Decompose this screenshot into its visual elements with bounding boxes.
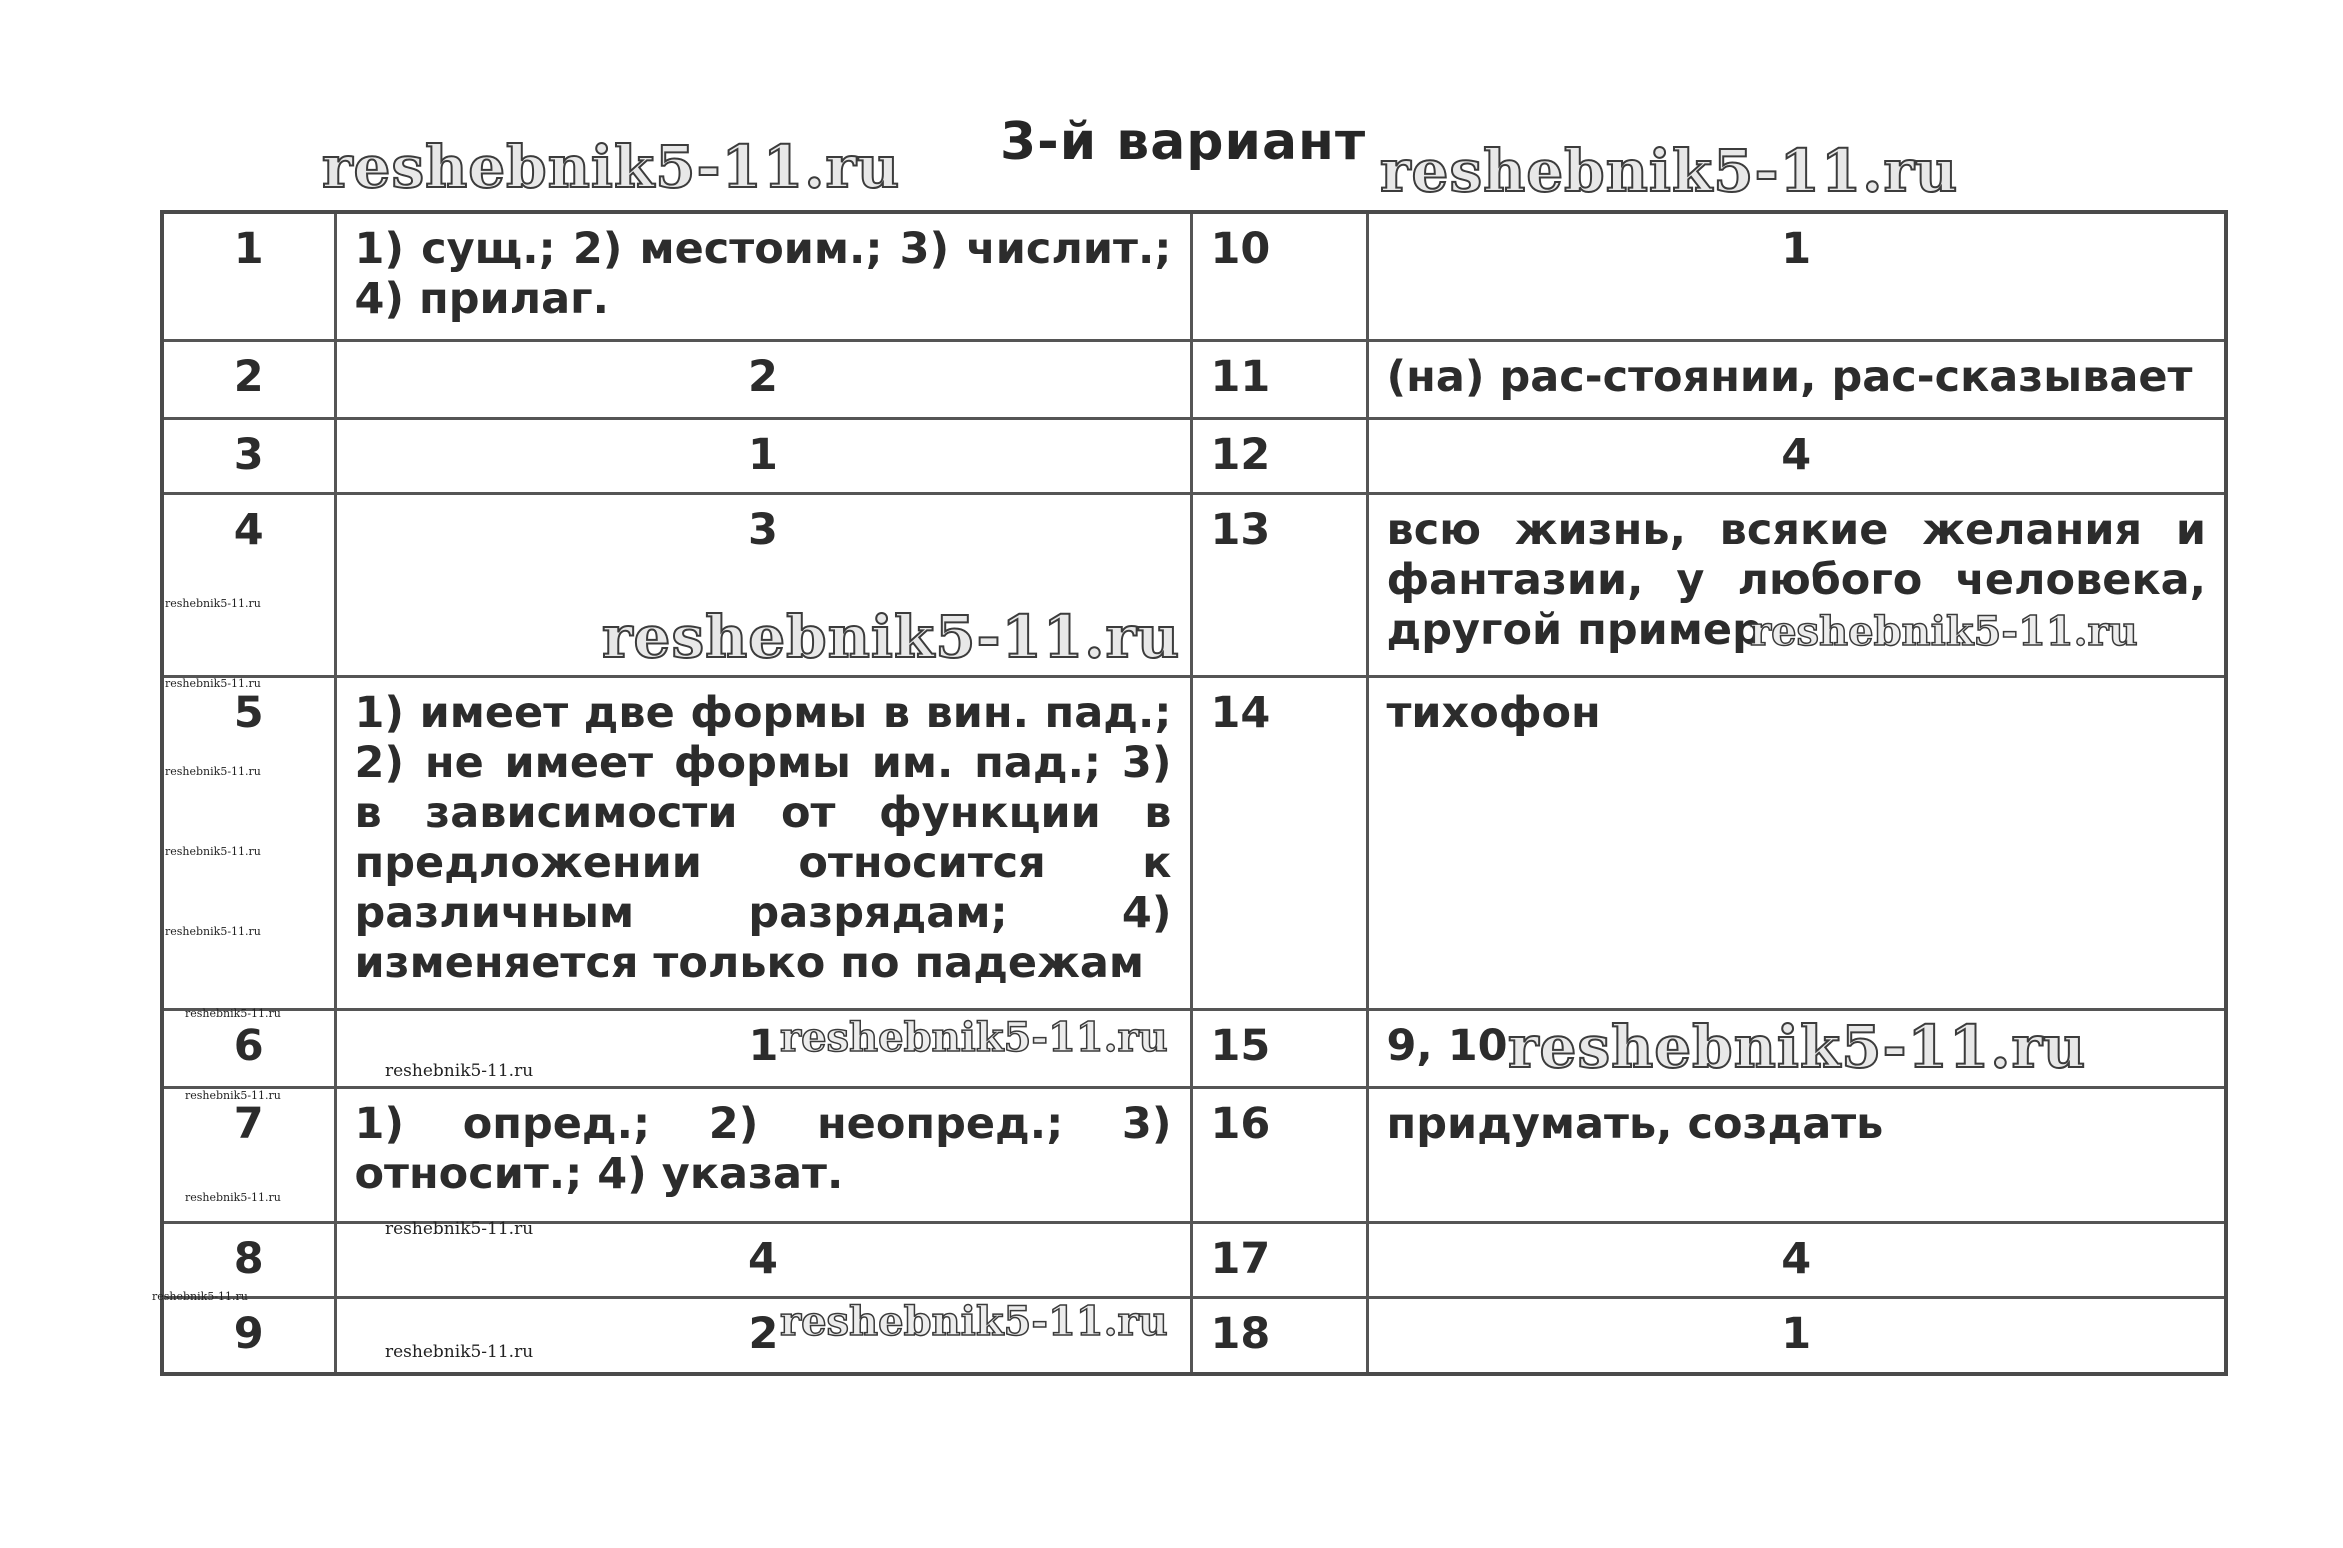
task-number: 1 <box>162 212 335 340</box>
answer-cell: придумать, создать <box>1367 1087 2226 1222</box>
watermark: reshebnik5-11.ru <box>165 765 261 778</box>
watermark: reshebnik5-11.ru <box>1750 608 2138 655</box>
answers-table <box>160 210 2228 1376</box>
answer-cell: 2 <box>335 340 1191 418</box>
task-number: 9 <box>162 1297 335 1374</box>
task-number: 7 <box>162 1087 335 1222</box>
watermark: reshebnik5-11.ru <box>385 1219 534 1239</box>
answer-cell: тихофон <box>1367 676 2226 1009</box>
answer-cell: 9, 10 <box>1367 1009 2226 1087</box>
watermark: reshebnik5-11.ru <box>1508 1013 2087 1081</box>
answer-cell: 1 <box>1367 212 2226 340</box>
answer-cell: 4 <box>335 1222 1191 1297</box>
task-number: 11 <box>1191 340 1367 418</box>
watermark: reshebnik5-11.ru <box>602 603 1181 671</box>
table-row <box>162 418 2226 493</box>
watermark: reshebnik5-11.ru <box>385 1342 534 1362</box>
watermark: reshebnik5-11.ru <box>1380 137 1959 205</box>
watermark: reshebnik5-11.ru <box>185 1089 281 1102</box>
task-number: 12 <box>1191 418 1367 493</box>
watermark: reshebnik5-11.ru <box>165 925 261 938</box>
answer-cell: 4 <box>1367 1222 2226 1297</box>
task-number: 10 <box>1191 212 1367 340</box>
task-number: 8 <box>162 1222 335 1297</box>
task-number: 6 <box>162 1009 335 1087</box>
task-number: 4 <box>162 493 335 676</box>
answer-cell: 1 <box>335 418 1191 493</box>
task-number: 13 <box>1191 493 1367 676</box>
table-row <box>162 340 2226 418</box>
watermark: reshebnik5-11.ru <box>152 1290 248 1303</box>
task-number: 18 <box>1191 1297 1367 1374</box>
table-row <box>162 1297 2226 1374</box>
task-number: 15 <box>1191 1009 1367 1087</box>
answer-cell: 1 <box>335 1009 1191 1087</box>
task-number: 3 <box>162 418 335 493</box>
answer-cell: (на) рас-стоянии, рас-сказывает <box>1367 340 2226 418</box>
task-number: 5 <box>162 676 335 1009</box>
task-number: 14 <box>1191 676 1367 1009</box>
answer-cell: 1 <box>1367 1297 2226 1374</box>
answer-cell: всю жизнь, всякие желания и фантазии, у любого человека, другой пример <box>1367 493 2226 676</box>
answer-cell: 1) сущ.; 2) местоим.; 3) числит.; 4) прилаг. <box>335 212 1191 340</box>
watermark: reshebnik5-11.ru <box>185 1007 281 1020</box>
watermark: reshebnik5-11.ru <box>165 677 261 690</box>
watermark: reshebnik5-11.ru <box>385 1061 534 1081</box>
watermark: reshebnik5-11.ru <box>185 1191 281 1204</box>
answer-cell: 1) имеет две формы в вин. пад.; 2) не имеет формы им. пад.; 3) в зависимости от функции в предложении относится к различным разрядам; 4) изменяется только по падежам <box>335 676 1191 1009</box>
watermark: reshebnik5-11.ru <box>780 1014 1168 1061</box>
watermark: reshebnik5-11.ru <box>322 133 901 201</box>
task-number: 16 <box>1191 1087 1367 1222</box>
watermark: reshebnik5-11.ru <box>780 1298 1168 1345</box>
answer-cell: 2 <box>335 1297 1191 1374</box>
table-row <box>162 212 2226 340</box>
page-title: 3-й вариант <box>1000 112 1367 172</box>
answer-cell: 4 <box>1367 418 2226 493</box>
watermark: reshebnik5-11.ru <box>165 597 261 610</box>
watermark: reshebnik5-11.ru <box>165 845 261 858</box>
table-row <box>162 676 2226 1009</box>
task-number: 17 <box>1191 1222 1367 1297</box>
table-row <box>162 1087 2226 1222</box>
answer-cell: 1) опред.; 2) неопред.; 3) относит.; 4) указат. <box>335 1087 1191 1222</box>
task-number: 2 <box>162 340 335 418</box>
answer-cell: 3 <box>335 493 1191 676</box>
